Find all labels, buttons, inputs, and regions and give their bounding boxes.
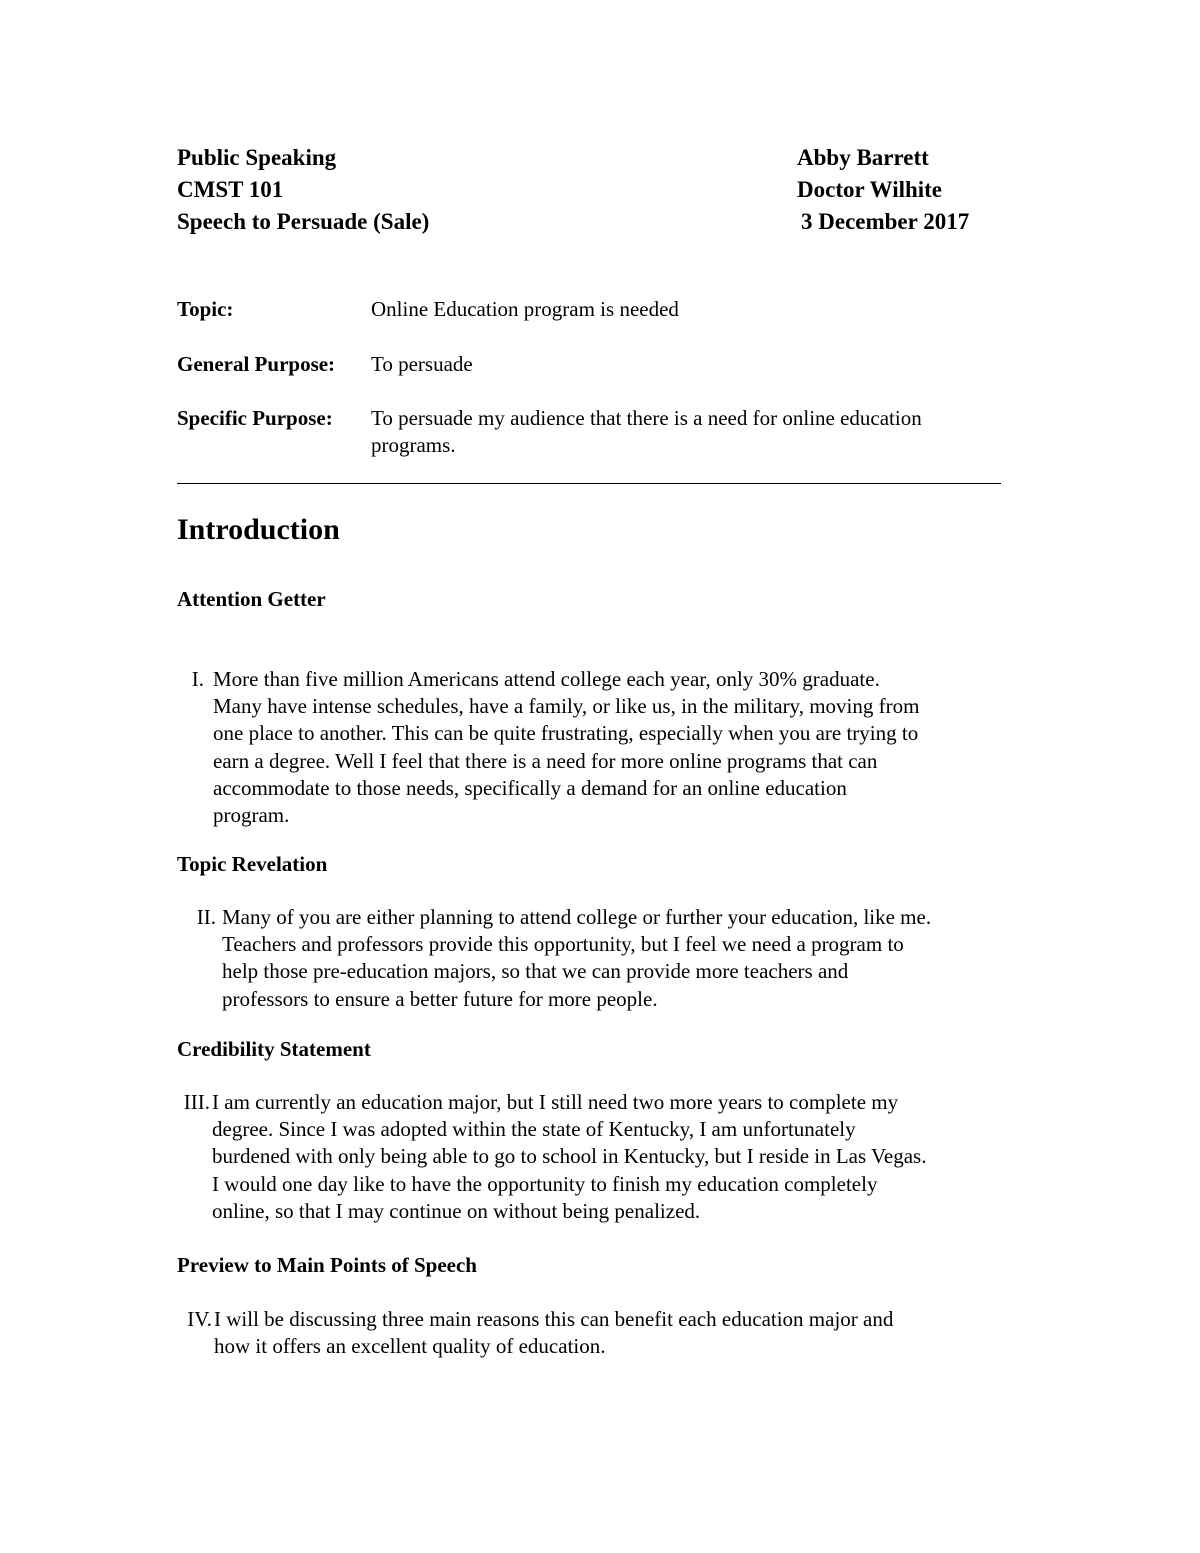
outline-text	[214, 1306, 1044, 1360]
outline-line: Teachers and professors provide this opportunity, but I feel we need a program to	[222, 932, 904, 957]
subhead-topic-revelation: Topic Revelation	[177, 852, 328, 876]
header-row-1	[177, 142, 1007, 174]
course-name: Public Speaking	[177, 145, 337, 170]
outline-line: Many of you are either planning to attend college or further your education, like me.	[222, 905, 932, 929]
course-code: CMST 101	[177, 177, 284, 202]
outline-text	[213, 666, 1043, 829]
outline-line: online, so that I may continue on without being penalized.	[212, 1198, 701, 1223]
section-title: Introduction	[177, 513, 340, 546]
general-purpose-label: General Purpose:	[177, 352, 336, 376]
outline-line: More than five million Americans attend college each year, only 30% graduate.	[213, 667, 880, 691]
outline-line: Many have intense schedules, have a family, or like us, in the military, moving from	[213, 694, 920, 719]
instructor-name: Doctor Wilhite	[797, 177, 943, 202]
outline-line: I am currently an education major, but I still need two more years to complete my	[212, 1090, 899, 1114]
outline-number: III.	[183, 1090, 210, 1114]
subhead-credibility-statement: Credibility Statement	[177, 1037, 371, 1061]
outline-line: program.	[213, 803, 290, 828]
header-row-3	[177, 206, 1007, 238]
specific-purpose-line: programs.	[371, 433, 456, 457]
specific-purpose-value	[371, 405, 1011, 459]
general-purpose-value: To persuade	[371, 352, 473, 376]
outline-line: burdened with only being able to go to school in Kentucky, but I reside in Las Vegas.	[212, 1144, 927, 1169]
student-name: Abby Barrett	[797, 145, 929, 170]
specific-purpose-line: To persuade my audience that there is a need for online education	[371, 406, 922, 430]
outline-line: degree. Since I was adopted within the state of Kentucky, I am unfortunately	[212, 1117, 856, 1142]
outline-line: professors to ensure a better future for more people.	[222, 986, 658, 1011]
outline-number: II.	[196, 905, 216, 929]
document-date: 3 December 2017	[801, 209, 970, 234]
outline-line: accommodate to those needs, specifically a demand for an online education	[213, 775, 847, 800]
specific-purpose-label: Specific Purpose:	[177, 406, 333, 430]
outline-number: I.	[191, 667, 204, 691]
outline-line: I would one day like to have the opportunity to finish my education completely	[212, 1171, 878, 1196]
subhead-attention-getter: Attention Getter	[177, 587, 326, 611]
outline-line: earn a degree. Well I feel that there is a need for more online programs that can	[213, 748, 878, 773]
outline-line: I will be discussing three main reasons this can benefit each education major and	[214, 1307, 894, 1331]
outline-text	[222, 904, 1052, 1013]
outline-line: help those pre-education majors, so that we can provide more teachers and	[222, 959, 849, 984]
outline-line: how it offers an excellent quality of education.	[214, 1334, 606, 1359]
subhead-preview: Preview to Main Points of Speech	[177, 1253, 477, 1277]
horizontal-divider	[177, 483, 1001, 484]
header-row-2	[177, 174, 1007, 206]
topic-label: Topic:	[177, 297, 234, 321]
topic-value: Online Education program is needed	[371, 297, 679, 321]
assignment-title: Speech to Persuade (Sale)	[177, 209, 430, 234]
outline-text	[212, 1089, 1042, 1225]
outline-number: IV.	[187, 1307, 212, 1331]
outline-line: one place to another. This can be quite frustrating, especially when you are trying to	[213, 721, 919, 746]
